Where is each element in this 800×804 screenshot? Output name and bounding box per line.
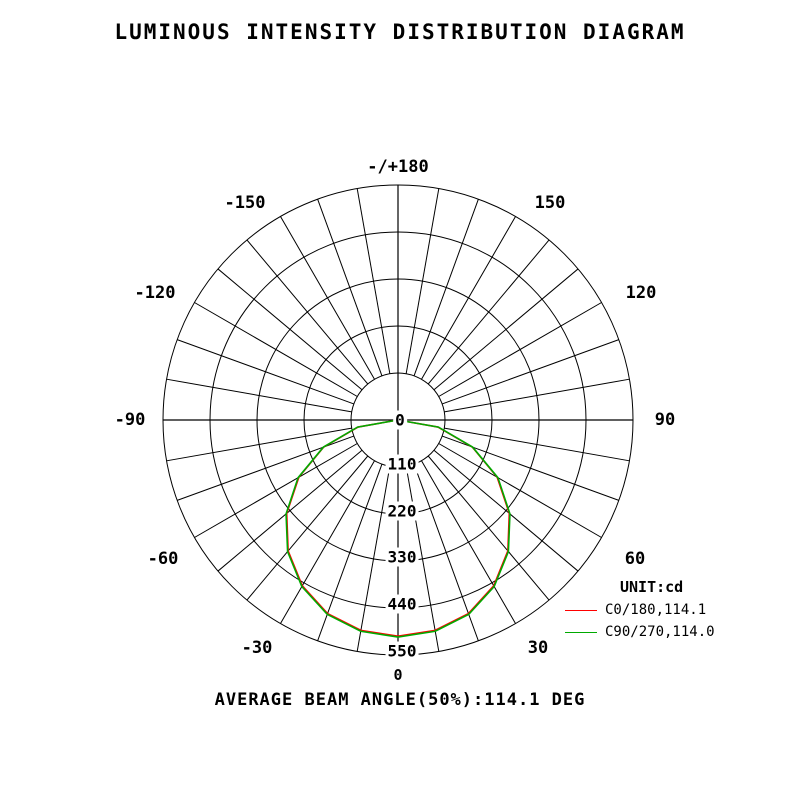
angle-label-neg150: -150 (224, 193, 266, 213)
angle-label-180: -/+180 (367, 157, 429, 177)
radial-label-220: 220 (387, 501, 417, 521)
angle-label-neg30: -30 (241, 638, 273, 658)
angle-label-30: 30 (527, 638, 549, 658)
legend (565, 578, 785, 640)
radial-label-110: 110 (387, 454, 417, 474)
legend-item-c0-180 (565, 602, 785, 618)
average-beam-angle-text: AVERAGE BEAM ANGLE(50%):114.1 DEG (214, 690, 586, 710)
radial-label-0: 0 (395, 410, 405, 430)
angle-label-90: 90 (654, 410, 676, 430)
angle-label-120: 120 (625, 283, 657, 303)
page-title: LUMINOUS INTENSITY DISTRIBUTION DIAGRAM (114, 20, 686, 44)
angle-label-neg90: -90 (114, 410, 146, 430)
legend-unit-label: UNIT:cd (620, 578, 684, 596)
legend-label-c0-180: C0/180,114.1 (605, 602, 707, 618)
angle-label-neg60: -60 (147, 549, 179, 569)
legend-item-c90-270 (565, 624, 785, 640)
legend-swatch-green (565, 632, 597, 633)
angle-label-60: 60 (624, 549, 646, 569)
radial-label-440: 440 (387, 594, 417, 614)
radial-label-550: 550 (387, 641, 417, 661)
angle-label-neg120: -120 (134, 283, 176, 303)
footer-zero-label: 0 (393, 666, 403, 684)
legend-swatch-red (565, 610, 597, 611)
radial-label-330: 330 (387, 547, 417, 567)
angle-label-150: 150 (534, 193, 566, 213)
legend-label-c90-270: C90/270,114.0 (605, 624, 715, 640)
